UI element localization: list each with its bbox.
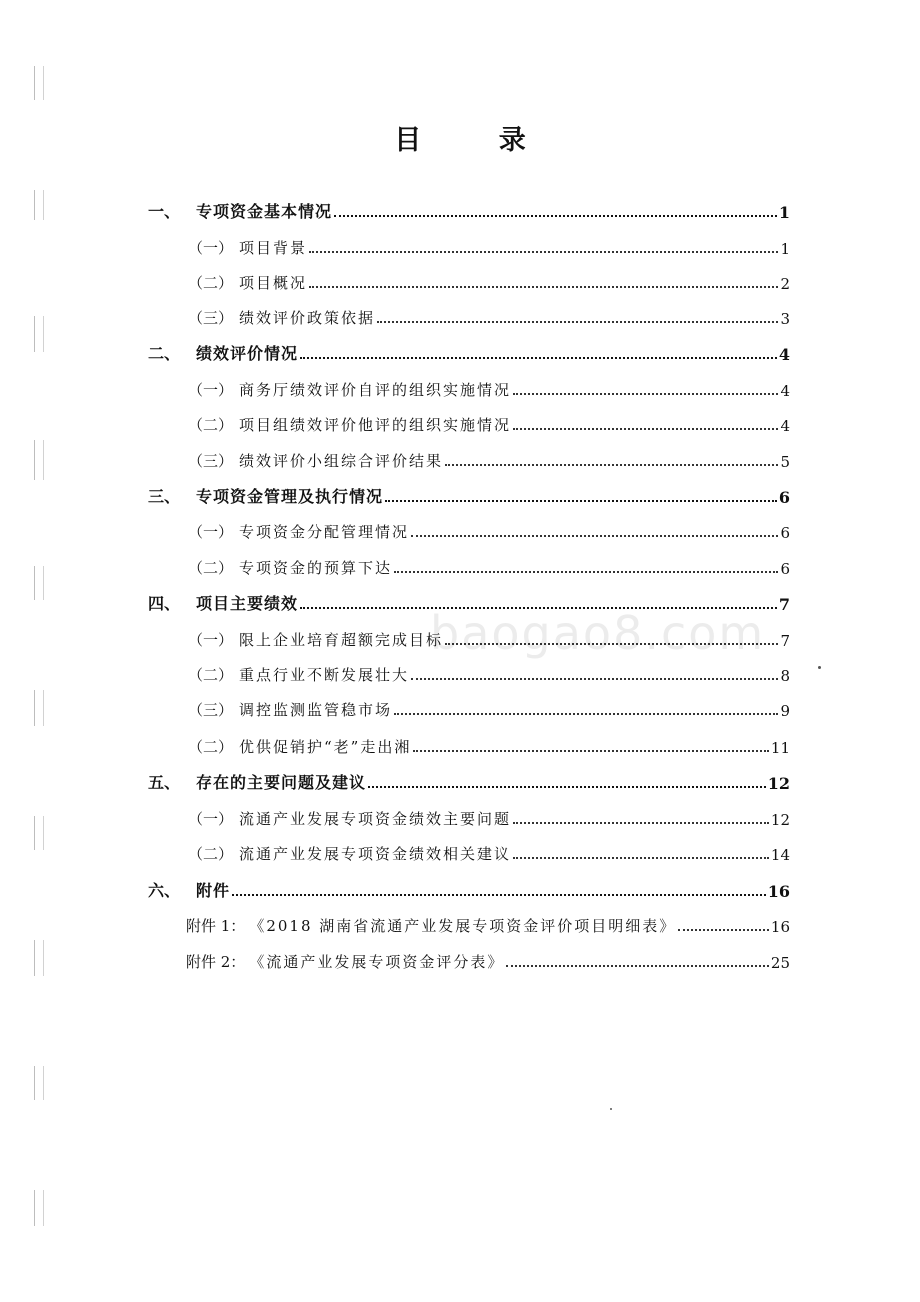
toc-dot-leader bbox=[411, 678, 778, 680]
toc-entry[interactable] bbox=[148, 769, 790, 793]
toc-entry-label: 绩效评价情况 bbox=[196, 344, 299, 363]
toc-entry-label: 流通产业发展专项资金绩效相关建议 bbox=[239, 845, 512, 863]
toc-entry[interactable] bbox=[148, 590, 790, 614]
toc-entry[interactable] bbox=[148, 554, 790, 578]
toc-dot-leader bbox=[513, 857, 769, 859]
toc-entry-number: （一） bbox=[188, 631, 234, 649]
toc-entry[interactable] bbox=[148, 269, 790, 293]
toc-entry-page-number: 12 bbox=[770, 811, 790, 829]
toc-entry-page-number: 2 bbox=[780, 275, 790, 293]
toc-entry-number: （一） bbox=[188, 810, 234, 828]
toc-dot-leader bbox=[368, 786, 766, 788]
toc-entry-page-number: 4 bbox=[778, 345, 790, 364]
toc-entry-page-number: 1 bbox=[780, 240, 790, 258]
toc-entry-label: 重点行业不断发展壮大 bbox=[239, 666, 410, 684]
toc-dot-leader bbox=[232, 894, 766, 896]
toc-entry-page-number: 25 bbox=[770, 954, 790, 972]
toc-entry[interactable] bbox=[148, 483, 790, 507]
toc-entry-label: 项目背景 bbox=[239, 239, 308, 257]
toc-dot-leader bbox=[309, 251, 778, 253]
toc-dot-leader bbox=[513, 822, 769, 824]
toc-entry[interactable] bbox=[148, 447, 790, 471]
toc-entry-page-number: 14 bbox=[770, 846, 790, 864]
toc-entry-page-number: 12 bbox=[767, 774, 790, 793]
toc-entry-label: 存在的主要问题及建议 bbox=[196, 773, 367, 792]
toc-entry-label: 项目组绩效评价他评的组织实施情况 bbox=[239, 416, 512, 434]
toc-entry[interactable] bbox=[148, 198, 790, 222]
toc-entry-number: （二） bbox=[188, 416, 234, 434]
toc-entry[interactable] bbox=[148, 234, 790, 258]
toc-entry-label: 专项资金的预算下达 bbox=[239, 559, 393, 577]
toc-entry[interactable] bbox=[148, 304, 790, 328]
toc-entry-number: （二） bbox=[188, 559, 234, 577]
scan-binding-mark bbox=[34, 1190, 44, 1226]
toc-entry-number: （一） bbox=[188, 523, 234, 541]
watermark: baogao8.com bbox=[430, 606, 766, 660]
toc-dot-leader bbox=[377, 321, 778, 323]
toc-entry-page-number: 6 bbox=[780, 524, 790, 542]
toc-entry-label: 专项资金管理及执行情况 bbox=[196, 487, 384, 506]
toc-entry-label: 绩效评价小组综合评价结果 bbox=[239, 452, 444, 470]
toc-entry-number: 二、 bbox=[148, 344, 181, 363]
toc-entry-page-number: 7 bbox=[780, 632, 790, 650]
scan-speck bbox=[818, 666, 821, 669]
scan-binding-mark bbox=[34, 1066, 44, 1100]
toc-entry-number: 一、 bbox=[148, 202, 181, 221]
toc-entry-label: 项目主要绩效 bbox=[196, 594, 299, 613]
toc-entry-number: （二） bbox=[188, 738, 234, 756]
toc-dot-leader bbox=[678, 929, 769, 931]
toc-entry[interactable] bbox=[148, 340, 790, 364]
toc-entry[interactable] bbox=[148, 518, 790, 542]
toc-entry-number: 三、 bbox=[148, 487, 181, 506]
toc-dot-leader bbox=[506, 965, 769, 967]
toc-dot-leader bbox=[394, 713, 778, 715]
toc-entry-page-number: 6 bbox=[780, 560, 790, 578]
scan-binding-mark bbox=[34, 566, 44, 600]
toc-dot-leader bbox=[300, 607, 777, 609]
toc-entry-page-number: 1 bbox=[778, 203, 790, 222]
toc-entry[interactable] bbox=[148, 411, 790, 435]
toc-dot-leader bbox=[385, 500, 777, 502]
scan-binding-mark bbox=[34, 816, 44, 850]
scan-binding-mark bbox=[34, 440, 44, 480]
toc-entry-label: 商务厅绩效评价自评的组织实施情况 bbox=[239, 381, 512, 399]
toc-entry[interactable] bbox=[148, 376, 790, 400]
toc-dot-leader bbox=[513, 393, 778, 395]
toc-entry-label: 《2018 湖南省流通产业发展专项资金评价项目明细表》 bbox=[249, 917, 677, 935]
scan-binding-mark bbox=[34, 66, 44, 100]
toc-dot-leader bbox=[513, 428, 778, 430]
toc-dot-leader bbox=[334, 215, 777, 217]
toc-entry-page-number: 5 bbox=[780, 453, 790, 471]
toc-entry[interactable] bbox=[148, 805, 790, 829]
toc-entry-label: 附件 bbox=[196, 881, 231, 900]
toc-entry-number: （二） bbox=[188, 845, 234, 863]
toc-entry[interactable] bbox=[148, 912, 790, 936]
toc-entry-label: 调控监测监管稳市场 bbox=[239, 701, 393, 719]
toc-entry-number: 六、 bbox=[148, 881, 181, 900]
toc-entry-number: （二） bbox=[188, 274, 234, 292]
scan-speck bbox=[610, 1108, 612, 1110]
toc-entry[interactable] bbox=[148, 626, 790, 650]
toc-dot-leader bbox=[413, 750, 769, 752]
toc-entry[interactable] bbox=[148, 840, 790, 864]
toc-entry-number: 附件 1： bbox=[186, 917, 246, 935]
toc-dot-leader bbox=[394, 571, 778, 573]
page-title: 目 录 bbox=[394, 125, 560, 156]
toc-entry[interactable] bbox=[148, 733, 790, 757]
toc-dot-leader bbox=[445, 643, 778, 645]
toc-entry[interactable] bbox=[148, 877, 790, 901]
toc-entry[interactable] bbox=[148, 661, 790, 685]
scan-binding-mark bbox=[34, 940, 44, 976]
toc-entry-page-number: 4 bbox=[780, 382, 790, 400]
scan-binding-mark bbox=[34, 316, 44, 352]
toc-entry[interactable] bbox=[148, 696, 790, 720]
toc-entry-page-number: 9 bbox=[780, 702, 790, 720]
toc-entry-label: 优供促销护“老”走出湘 bbox=[239, 738, 412, 756]
toc-entry-number: 四、 bbox=[148, 594, 181, 613]
toc-entry-page-number: 16 bbox=[770, 918, 790, 936]
toc-entry[interactable] bbox=[148, 948, 790, 972]
toc-entry-number: （三） bbox=[188, 309, 234, 327]
scan-binding-mark bbox=[34, 690, 44, 726]
toc-entry-label: 绩效评价政策依据 bbox=[239, 309, 376, 327]
toc-entry-number: （三） bbox=[188, 701, 234, 719]
toc-entry-number: （三） bbox=[188, 452, 234, 470]
toc-entry-page-number: 6 bbox=[778, 488, 790, 507]
toc-entry-number: （一） bbox=[188, 239, 234, 257]
toc-entry-label: 流通产业发展专项资金绩效主要问题 bbox=[239, 810, 512, 828]
toc-entry-page-number: 8 bbox=[780, 667, 790, 685]
toc-entry-page-number: 16 bbox=[767, 882, 790, 901]
toc-entry-label: 专项资金基本情况 bbox=[196, 202, 333, 221]
toc-entry-number: 附件 2： bbox=[186, 953, 246, 971]
toc-entry-label: 限上企业培育超额完成目标 bbox=[239, 631, 444, 649]
toc-dot-leader bbox=[445, 464, 778, 466]
toc-entry-label: 项目概况 bbox=[239, 274, 308, 292]
toc-entry-page-number: 7 bbox=[778, 595, 790, 614]
toc-entry-number: （一） bbox=[188, 381, 234, 399]
toc-entry-label: 《流通产业发展专项资金评分表》 bbox=[249, 953, 505, 971]
toc-entry-label: 专项资金分配管理情况 bbox=[239, 523, 410, 541]
toc-entry-page-number: 11 bbox=[770, 739, 790, 757]
toc-dot-leader bbox=[411, 535, 778, 537]
toc-entry-page-number: 3 bbox=[780, 310, 790, 328]
toc-dot-leader bbox=[300, 357, 777, 359]
scan-binding-mark bbox=[34, 190, 44, 220]
toc-entry-number: （二） bbox=[188, 666, 234, 684]
toc-entry-number: 五、 bbox=[148, 773, 181, 792]
toc-dot-leader bbox=[309, 286, 778, 288]
toc-entry-page-number: 4 bbox=[780, 417, 790, 435]
